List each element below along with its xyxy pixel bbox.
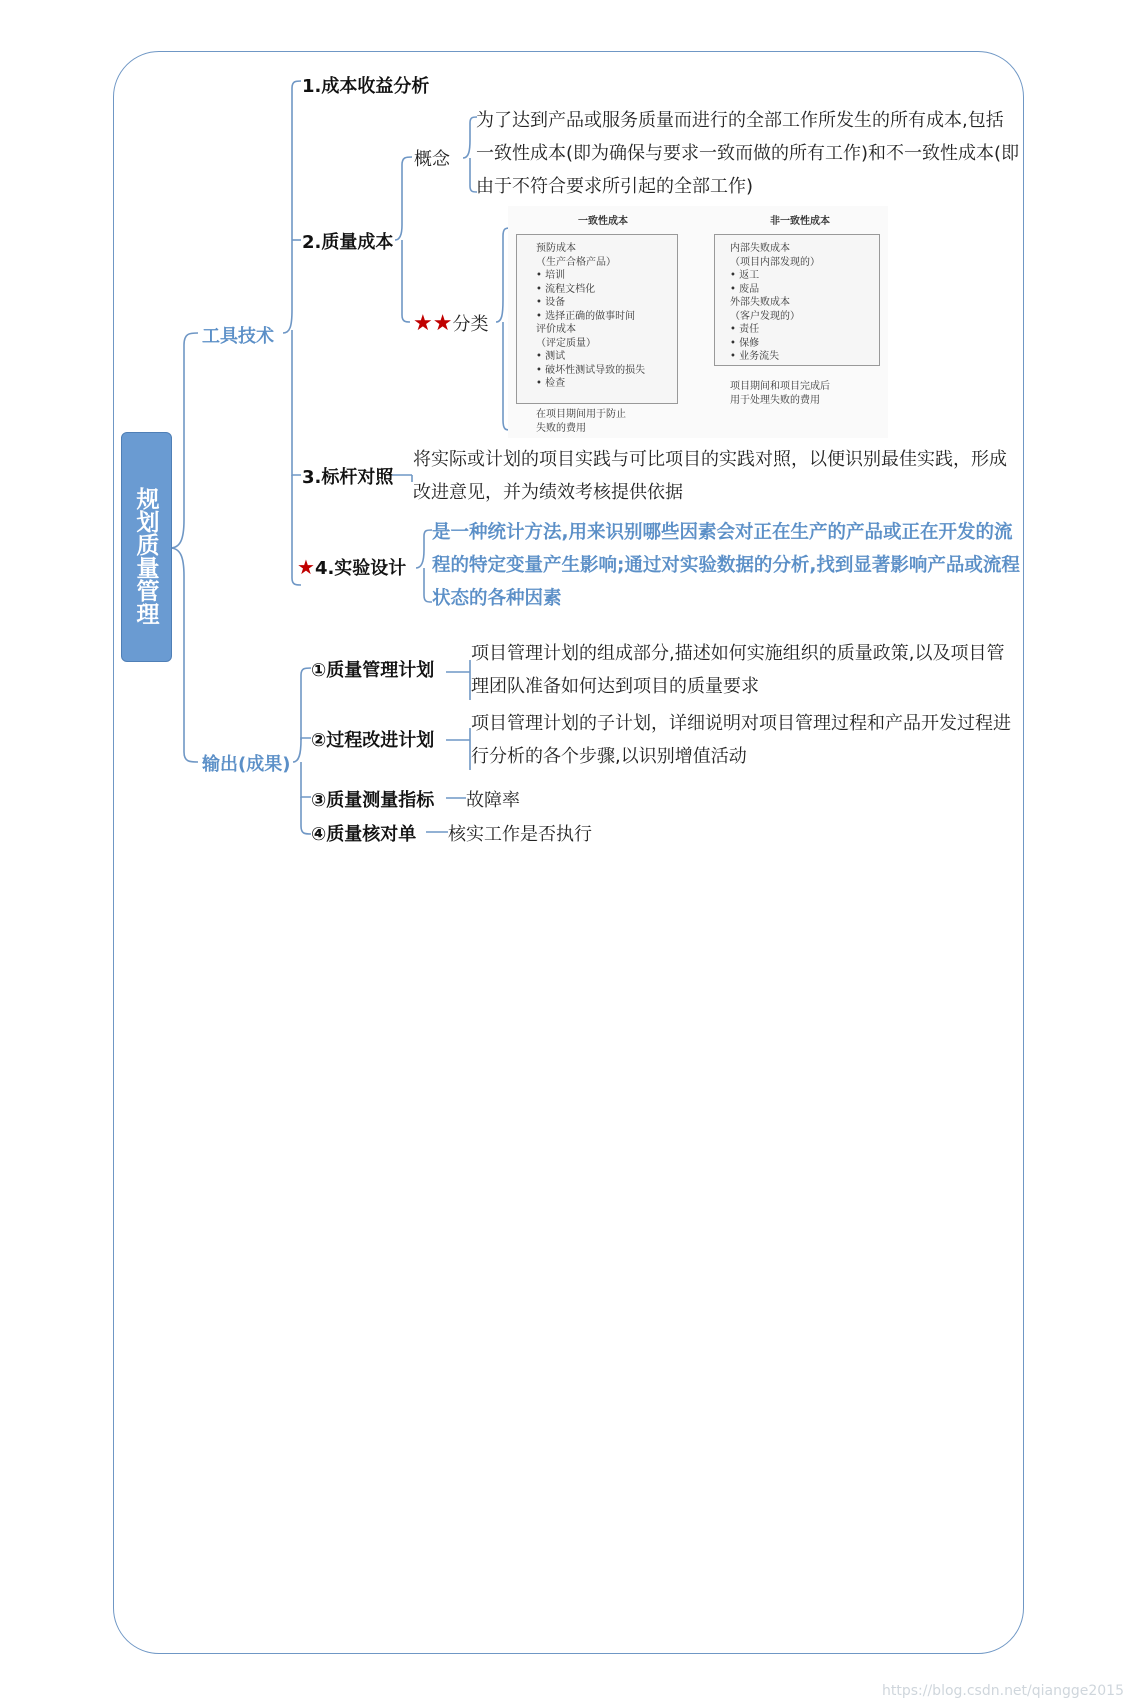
table-left-item: • 培训 [536, 270, 566, 281]
table-right-item: （客户发现的） [730, 310, 800, 322]
output-item-text: 项目管理计划的组成部分,描述如何实施组织的质量政策,以及项目管理团队准备如何达到项目的质量要求 [471, 643, 1005, 697]
doe-label: 4.实验设计 [314, 558, 407, 579]
table-left-item: （评定质量） [536, 337, 596, 349]
node-doe [297, 554, 406, 580]
table-right-item: • 废品 [730, 283, 760, 295]
output-item-label: ③质量测量指标 [311, 790, 435, 811]
table-left-footer-line: 失败的费用 [536, 423, 586, 434]
category-outputs: 输出(成果) [202, 754, 291, 775]
category-tools: 工具技术 [202, 326, 274, 347]
output-item-label: ①质量管理计划 [311, 660, 435, 681]
table-right-item: 外部失败成本 [730, 297, 790, 308]
classification-label: 分类 [452, 314, 489, 335]
output-item-label: ④质量核对单 [311, 824, 417, 845]
root-node-title [121, 456, 170, 656]
table-right-items [730, 242, 820, 364]
node-benchmarking: 3.标杆对照 [302, 467, 394, 488]
table-right-footer-line: 项目期间和项目完成后 [730, 381, 830, 392]
output-item-text: 项目管理计划的子计划，详细说明对项目管理过程和产品开发过程进行分析的各个步骤,以识别增值活动 [471, 713, 1011, 767]
root-title-text: 规划质量管理 [132, 487, 159, 625]
table-right-item: 内部失败成本 [730, 243, 790, 254]
table-left-item: • 破坏性测试导致的损失 [536, 364, 646, 376]
cost-of-quality-table [508, 206, 888, 438]
table-left-item: 预防成本 [536, 243, 576, 254]
node-classification [413, 310, 488, 336]
table-left-item: • 测试 [536, 351, 566, 362]
table-right-item: • 责任 [730, 324, 760, 335]
table-right-item: • 返工 [730, 270, 760, 281]
node-cost-benefit: 1.成本收益分析 [302, 76, 430, 97]
table-left-item: （生产合格产品） [536, 256, 616, 268]
table-left-item: • 检查 [536, 378, 566, 389]
output-item-label: ②过程改进计划 [311, 730, 435, 751]
table-right-footer [730, 380, 830, 408]
output-item-text: 故障率 [466, 790, 520, 811]
concept-text: 为了达到产品或服务质量而进行的全部工作所发生的所有成本,包括一致性成本(即为确保与要求一致而做的所有工作)和不一致性成本(即由于不符合要求所引起的全部工作) [476, 110, 1020, 197]
table-left-item: • 设备 [536, 297, 566, 308]
table-right-item: • 保修 [730, 337, 760, 349]
table-right-footer-line: 用于处理失败的费用 [730, 395, 820, 406]
table-right-header: 非一致性成本 [770, 216, 830, 227]
table-left-item: • 流程文档化 [536, 283, 596, 295]
output-item-text: 核实工作是否执行 [448, 824, 592, 845]
doe-text: 是一种统计方法,用来识别哪些因素会对正在生产的产品或正在开发的流程的特定变量产生影响;通过对实验数据的分析,找到显著影响产品或流程状态的各种因素 [432, 522, 1020, 609]
table-left-items [536, 242, 645, 391]
table-left-footer-line: 在项目期间用于防止 [536, 409, 626, 420]
table-right-item: （项目内部发现的） [730, 256, 820, 268]
table-left-item: 评价成本 [536, 324, 576, 335]
node-quality-cost: 2.质量成本 [302, 232, 394, 253]
node-concept: 概念 [414, 149, 450, 170]
table-right-item: • 业务流失 [730, 351, 780, 362]
watermark: https://blog.csdn.net/qiangge2015 [882, 1683, 1124, 1699]
table-left-footer [536, 408, 626, 436]
star-icon: ★★ [413, 311, 453, 336]
table-left-header: 一致性成本 [578, 216, 628, 227]
star-icon: ★ [297, 555, 315, 579]
benchmarking-text: 将实际或计划的项目实践与可比项目的实践对照，以便识别最佳实践，形成改进意见，并为绩效考核提供依据 [413, 449, 1007, 503]
table-left-item: • 选择正确的做事时间 [536, 310, 636, 322]
